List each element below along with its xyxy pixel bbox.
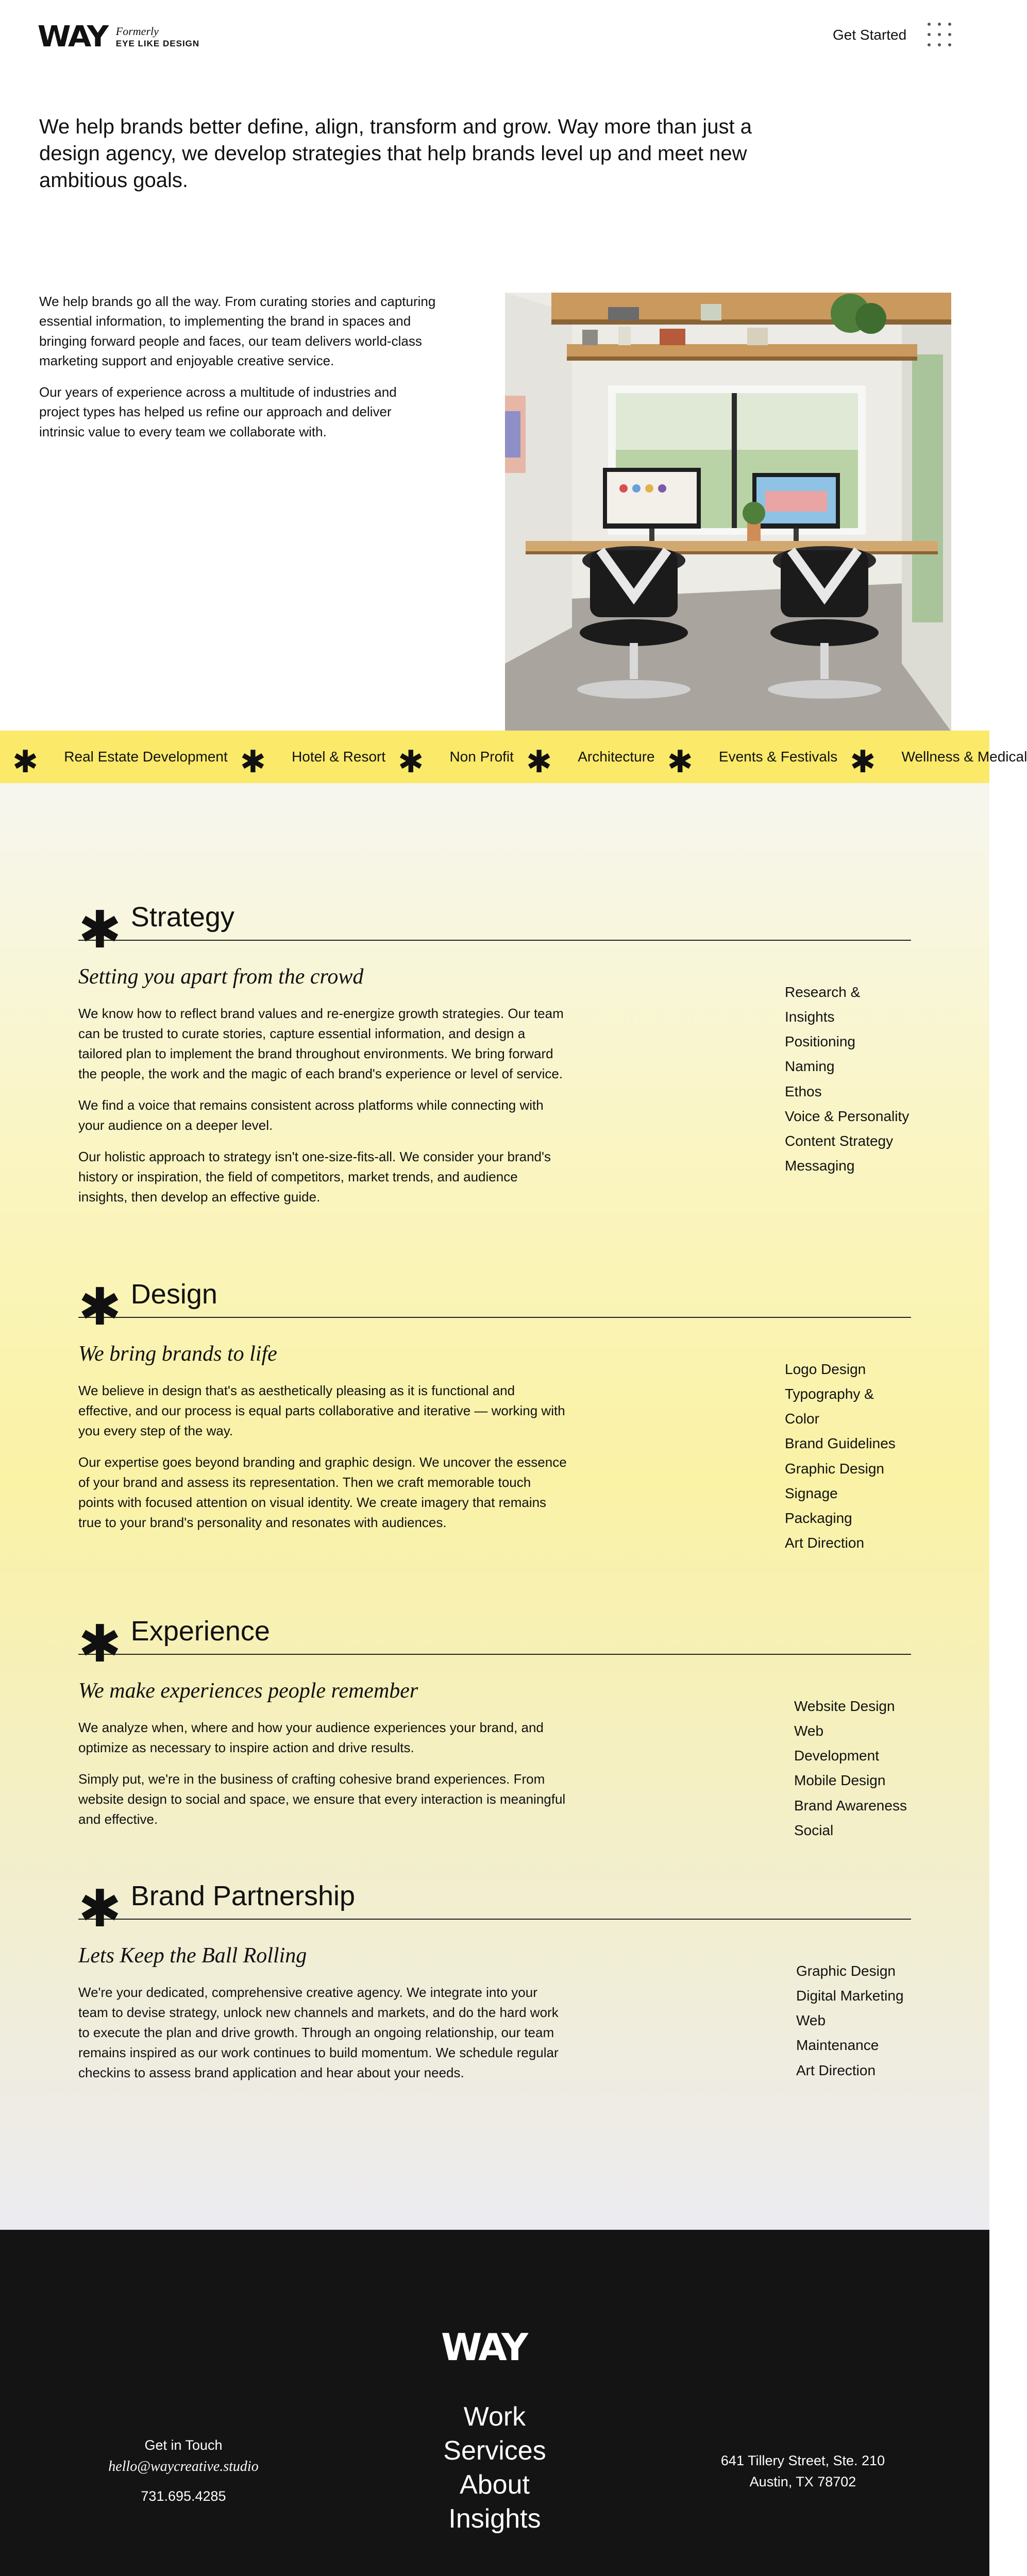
asterisk-icon: ✱ (78, 901, 122, 959)
industries-row (0, 731, 1027, 783)
service-list-item: Website Design (794, 1698, 895, 1714)
service-header (78, 1614, 911, 1673)
service-body (78, 1381, 568, 1533)
footer-nav-about[interactable]: About (460, 2470, 530, 2500)
service-list-item: Messaging (785, 1158, 855, 1174)
service-paragraph: Simply put, we're in the business of crafting cohesive brand experiences. From website design to social and space, we ensure that every interaction is meaningful and effective. (78, 1771, 566, 1827)
service-list-item: Brand Guidelines (785, 1435, 896, 1452)
grid-menu-icon[interactable] (928, 23, 951, 46)
footer-nav-services[interactable]: Services (443, 2436, 546, 2466)
service-list-item: Digital Marketing (796, 1988, 904, 2004)
address-block (700, 2450, 906, 2492)
service-title: Experience (130, 1616, 270, 1647)
service-list-item: Packaging (785, 1510, 852, 1526)
about-text (39, 292, 436, 453)
service-header (78, 1277, 911, 1336)
service-tagline: Setting you apart from the crowd (78, 965, 364, 989)
logo[interactable] (37, 20, 200, 54)
service-title: Brand Partnership (130, 1880, 356, 1911)
asterisk-icon: ✱ (12, 744, 39, 779)
email-link[interactable]: hello@waycreative.studio (108, 2458, 259, 2475)
service-list-item: Logo Design (785, 1361, 866, 1377)
asterisk-icon: ✱ (526, 744, 552, 779)
former-name: EYE LIKE DESIGN (115, 39, 200, 49)
service-list-item: Art Direction (796, 2062, 876, 2078)
service-list (794, 1694, 911, 1843)
service-body (78, 1718, 568, 1829)
logo-subtitle (116, 25, 199, 49)
service-list (785, 980, 911, 1178)
service-list-item: Graphic Design (785, 1460, 884, 1477)
site-header (0, 0, 989, 67)
service-design (78, 1277, 911, 1551)
service-list-item: Art Direction (785, 1535, 865, 1551)
industry-item (655, 736, 838, 777)
footer-logo[interactable]: WAY (441, 2326, 527, 2369)
industry-label: Events & Festivals (718, 749, 838, 765)
industry-label: Hotel & Resort (292, 749, 386, 765)
office-photo (505, 293, 951, 732)
industries-ticker (0, 731, 1027, 783)
asterisk-icon: ✱ (78, 1278, 122, 1336)
industry-label: Non Profit (449, 749, 514, 765)
service-list-item: Web Development (794, 1723, 879, 1764)
service-paragraph: Our expertise goes beyond branding and graphic design. We uncover the essence of your brand and assess its representation. Then we craft memorable touch points with focused attention on visual identity. We create imagery that remains true to your brand's personality and resonates with audiences. (78, 1454, 567, 1530)
service-list-item: Social (794, 1822, 834, 1838)
service-title: Design (130, 1279, 217, 1310)
about-paragraph: We help brands go all the way. From curating stories and capturing essential information, to implementing the brand in spaces and bringing forward people and faces, our team delivers world-class marketing support and enjoyable creative service. (39, 294, 436, 369)
footer-nav-insights[interactable]: Insights (448, 2504, 541, 2534)
phone-link[interactable]: 731.695.4285 (141, 2488, 226, 2504)
get-started-link[interactable]: Get Started (833, 27, 907, 43)
service-list-item: Content Strategy (785, 1132, 894, 1149)
service-paragraph: We find a voice that remains consistent across platforms while connecting with your audience on a deeper level. (78, 1097, 544, 1133)
service-header (78, 1878, 911, 1938)
service-paragraph: We know how to reflect brand values and re-energize growth strategies. Our team can be trusted to curate stories, capture essential information, and design a tailored plan to implement the brand throughout environments. We bring forward the people, the work and the magic of each brand's experience or level of service. (78, 1006, 564, 1081)
service-body (78, 1004, 568, 1207)
about-paragraph: Our years of experience across a multitude of industries and project types has helped us refine our approach and deliver intrinsic value to every team we collaborate with. (39, 384, 397, 439)
service-list-item: Signage (785, 1485, 838, 1501)
asterisk-icon: ✱ (850, 744, 876, 779)
footer-nav-work[interactable]: Work (463, 2402, 526, 2432)
asterisk-icon: ✱ (78, 1880, 122, 1938)
service-list-item: Web Maintenance (796, 2012, 879, 2054)
industry-item (0, 736, 228, 777)
service-paragraph: We believe in design that's as aesthetically pleasing as it is functional and effective, and our process is equal parts collaborative and iterative — working with you every step of the way. (78, 1383, 565, 1438)
site-footer (0, 2230, 989, 2576)
services-section (0, 783, 989, 2230)
service-list-item: Research & Insights (785, 984, 861, 1025)
service-tagline: Lets Keep the Ball Rolling (78, 1944, 307, 1968)
service-body (78, 1982, 568, 2083)
service-tagline: We make experiences people remember (78, 1679, 418, 1703)
industry-label: Real Estate Development (64, 749, 228, 765)
industry-item (837, 736, 1027, 777)
service-list-item: Graphic Design (796, 1963, 896, 1979)
asterisk-icon: ✱ (667, 744, 693, 779)
service-list-item: Mobile Design (794, 1772, 886, 1789)
service-paragraph: Our holistic approach to strategy isn't one-size-fits-all. We consider your brand's history or inspiration, the field of competitors, market trends, and audience insights, then develop an effective guide. (78, 1149, 551, 1205)
address-line: Austin, TX 78702 (749, 2473, 856, 2489)
industry-item (514, 736, 655, 777)
service-brand-partnership (78, 1878, 911, 2094)
service-list-item: Brand Awareness (794, 1797, 907, 1814)
asterisk-icon: ✱ (78, 1615, 122, 1673)
contact-heading: Get in Touch (144, 2437, 223, 2453)
footer-nav (392, 2400, 598, 2536)
industry-label: Wellness & Medical (901, 749, 1027, 765)
service-list-item: Voice & Personality (785, 1108, 910, 1124)
industry-item (385, 736, 514, 777)
service-list (796, 1959, 911, 2083)
service-list (785, 1357, 911, 1555)
asterisk-icon: ✱ (240, 744, 266, 779)
service-header (78, 900, 911, 959)
service-strategy (78, 900, 911, 1218)
service-tagline: We bring brands to life (78, 1342, 277, 1366)
service-list-item: Ethos (785, 1083, 822, 1099)
service-paragraph: We're your dedicated, comprehensive creative agency. We integrate into your team to devise strategy, unlock new channels and markets, and do the hard work to execute the plan and drive growth. Through an ongoing relationship, our team remains inspired as our work continues to build momentum. We schedule regular checkins to assess brand application and hear about your needs. (78, 1985, 559, 2080)
industry-label: Architecture (578, 749, 655, 765)
industry-item (228, 736, 385, 777)
logo-wordmark: WAY (37, 20, 108, 54)
asterisk-icon: ✱ (398, 744, 424, 779)
service-title: Strategy (130, 902, 234, 933)
service-experience (78, 1614, 911, 1841)
service-list-item: Naming (785, 1058, 835, 1075)
service-list-item: Positioning (785, 1033, 855, 1050)
service-list-item: Typography & Color (785, 1386, 874, 1427)
contact-block (106, 2435, 261, 2506)
service-paragraph: We analyze when, where and how your audience experiences your brand, and optimize as necessary to inspire action and drive results. (78, 1720, 544, 1755)
formerly-label: Formerly (115, 24, 159, 38)
intro-statement: We help brands better define, align, transform and grow. Way more than just a design agency, we develop strategies that help brands level up and meet new ambitious goals. (39, 115, 752, 192)
address-line: 641 Tillery Street, Ste. 210 (720, 2453, 885, 2468)
